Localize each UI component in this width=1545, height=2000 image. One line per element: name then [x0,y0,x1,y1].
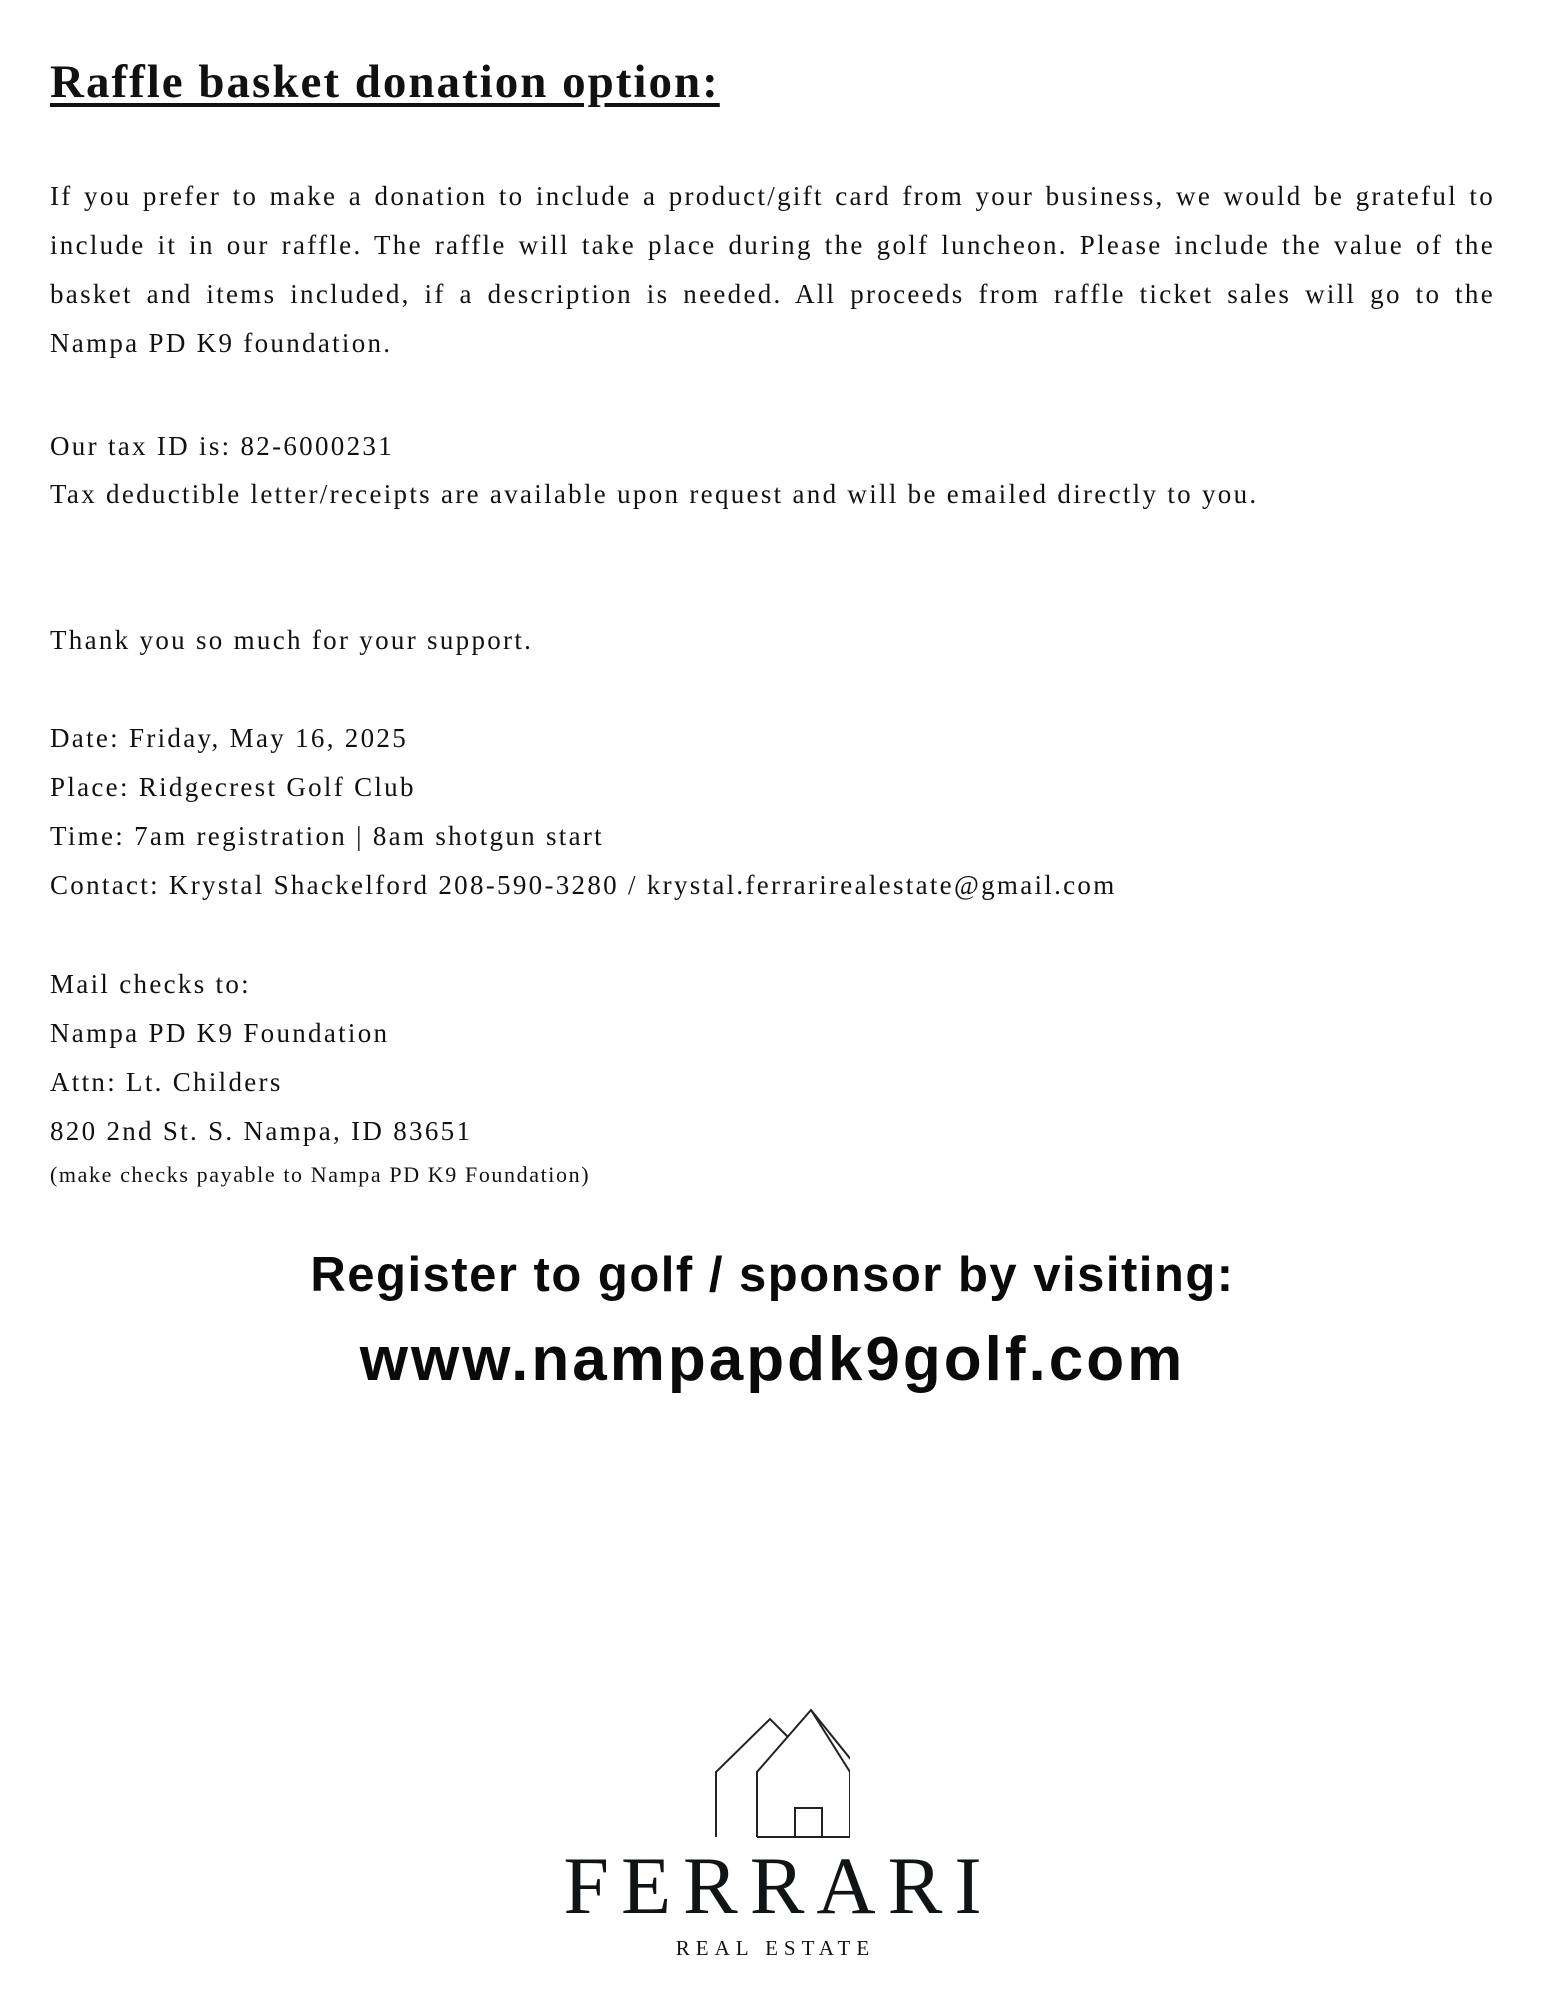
event-contact: Contact: Krystal Shackelford 208-590-3280 / krystal.ferrarirealestate@gmail.com [50,870,1117,900]
brand-name: FERRARI [563,1840,994,1931]
mail-payable-note: (make checks payable to Nampa PD K9 Foundation) [50,1162,591,1187]
mail-attn: Attn: Lt. Childers [50,1067,283,1097]
event-date: Date: Friday, May 16, 2025 [50,723,408,753]
register-callout: Register to golf / sponsor by visiting: [310,1248,1235,1302]
event-time: Time: 7am registration | 8am shotgun start [50,821,604,851]
houses-outline-icon [700,1690,850,1850]
thank-you-line: Thank you so much for your support. [50,625,534,655]
mail-recipient: Nampa PD K9 Foundation [50,1018,390,1048]
page-heading: Raffle basket donation option: [50,56,720,108]
mail-label: Mail checks to: [50,969,251,999]
brand-subtitle: REAL ESTATE [675,1936,876,1960]
intro-paragraph: If you prefer to make a donation to include a product/gift card from your business, we would be grateful to include it in our raffle. The raffle will take place during the golf luncheon. Please include the value of the basket and items included, if a description is needed. All proceeds from raffle ticket sales will go to the Nampa PD K9 foundation. [50,181,1495,358]
event-place: Place: Ridgecrest Golf Club [50,772,416,802]
tax-id-line: Our tax ID is: 82-6000231 [50,431,394,461]
mail-address: 820 2nd St. S. Nampa, ID 83651 [50,1116,473,1146]
tax-letter-paragraph: Tax deductible letter/receipts are available upon request and will be emailed directly to you. [50,479,1259,509]
register-url-link[interactable]: www.nampapdk9golf.com [359,1325,1186,1394]
